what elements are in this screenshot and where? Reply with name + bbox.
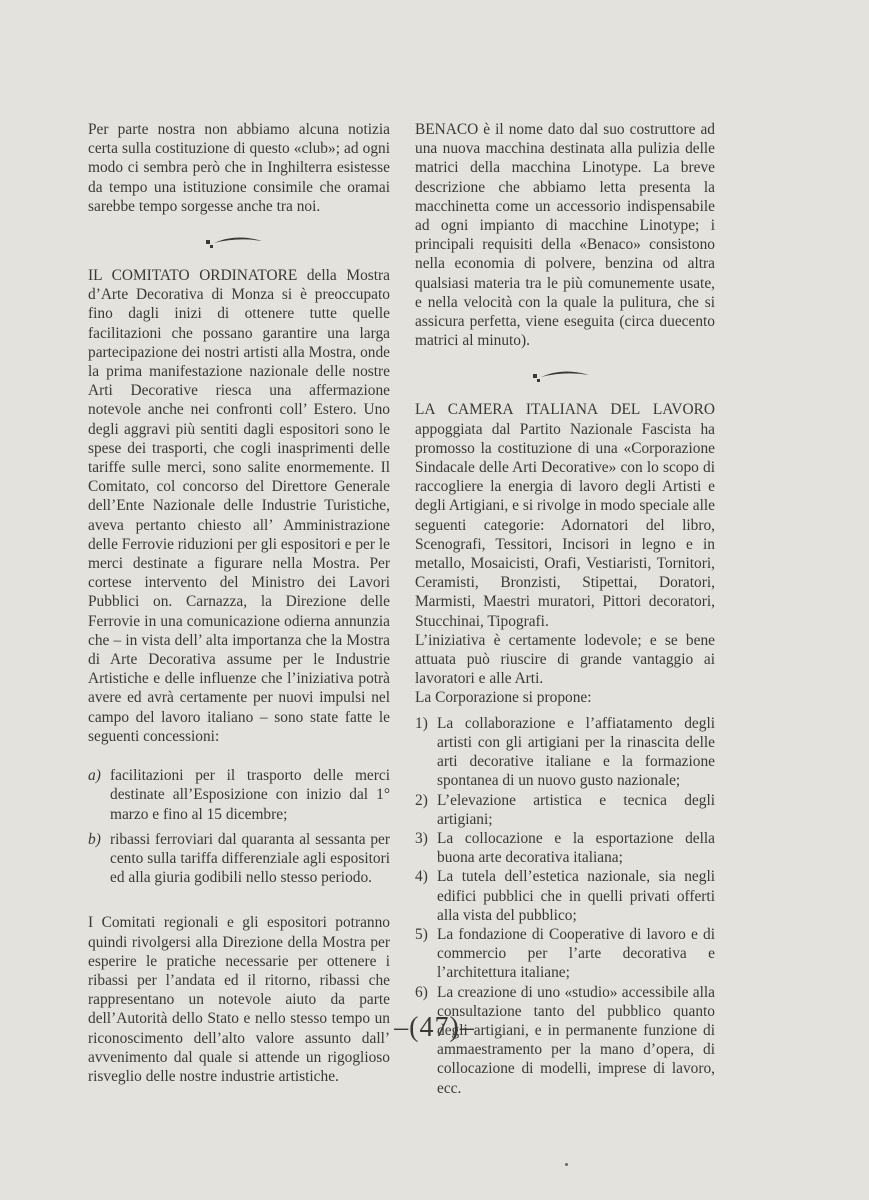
section-ornament-icon (88, 226, 390, 256)
list-item (415, 867, 715, 925)
list-marker: 6) (415, 983, 428, 1001)
comitato-ordinatore-paragraph: IL COMITATO ORDINATORE della Mostra d’Arte Decorativa di Monza si è preoccupato fino dagli inizi di ottenere tutte quelle facilitazioni che possano garantire una larga partecipazione dei nostri artisti alla Mostra, onde la prima manifestazione nazionale delle nostre Arti Decorative riesca una affermazione notevole anche nei confronti coll’ Estero. Uno degli aggravi più sentiti dagli espositori sono le spese dei trasporti, che cogli inasprimenti delle tariffe sulle merci, sono salite enormemente. Il Comitato, col concorso del Direttore Generale dell’Ente Nazionale delle Industrie Turistiche, aveva pertanto chiesto all’ Amministrazione delle Ferrovie riduzioni per gli espositori e per le merci destinate a figurare nella Mostra. Per cortese intervento del Ministro dei Lavori Pubblici on. Carnazza, la Direzione delle Ferrovie in una comunicazione odierna annunzia che – in vista dell’ alta importanza che la Mostra di Arte Decorativa assume per le Industrie Artistiche e delle influenze che l’iniziativa potrà avere ed avrà certamente per nuovi impulsi nel campo del lavoro italiano – sono state fatte le seguenti concessioni: (88, 267, 390, 745)
list-item (415, 714, 715, 791)
list-item-text: La tutela dell’estetica nazionale, sia negli edifici pubblici che in quelli privati offerti alla vista del pubblico; (437, 868, 715, 924)
list-marker: 4) (415, 868, 428, 886)
page-number: –(47)– (394, 1012, 475, 1043)
list-marker: 3) (415, 829, 428, 847)
list-item (88, 830, 390, 888)
list-marker: 1) (415, 714, 428, 732)
concessions-list (88, 766, 390, 887)
list-item (415, 791, 715, 829)
list-item-text: facilitazioni per il trasporto delle merci destinate all’Esposizione con inizio dal 1° marzo e fino al 15 dicembre; (110, 767, 390, 823)
list-item-text: La fondazione di Cooperative di lavoro e di commercio per l’arte decorativa e l’architettura italiane; (437, 925, 715, 982)
benaco-paragraph: BENACO è il nome dato dal suo costruttore ad una nuova macchina destinata alla pulizia delle matrici della macchina Linotype. La breve descrizione che abbiamo letta presenta la macchinetta come un accessorio indispensabile ad ogni impianto di macchine Linotype; i principali requisiti della «Benaco» consistono nella economia di polvere, benzina od altra qualsiasi materia tra le più comunemente usate, e nella velocità con la quale la pulitura, che si assicura perfetta, viene eseguita (circa duecento matrici al minuto). (415, 121, 715, 350)
list-item-text: La collaborazione e l’affiatamento degli artisti con gli artigiani per la rinascita delle arti decorative italiane e la formazione spontanea di un nuovo gusto nazionale; (437, 714, 715, 790)
right-column (415, 120, 715, 1098)
list-item-text: La collocazione e la esportazione della buona arte decorativa italiana; (437, 829, 715, 867)
comitati-regionali-paragraph: I Comitati regionali e gli espositori potranno quindi rivolgersi alla Direzione della Mostra per esperire le pratiche necessarie per ottenere i ribassi per l’andata ed il ritorno, ribassi che rappresentano un notevole aiuto da parte dell’Autorità dello Stato e nello stesso tempo un riconoscimento dell’alto valore assunto dall’ avvenimento dal quale si attende un rigoglioso risveglio delle nostre industrie artistiche. (88, 914, 390, 1085)
corporazione-intro: La Corporazione si propone: (415, 689, 592, 707)
list-item (415, 925, 715, 983)
list-marker: 5) (415, 925, 428, 943)
list-item-text: L’elevazione artistica e tecnica degli artigiani; (437, 791, 715, 828)
list-item-text: ribassi ferroviari dal quaranta al sessanta per cento sulla tariffa differenziale agli espositori ed alla giuria godibili nello stesso periodo. (110, 830, 390, 887)
paper-speck (565, 1163, 568, 1166)
left-column (88, 120, 390, 1086)
list-item (415, 829, 715, 867)
iniziativa-paragraph: L’iniziativa è certamente lodevole; e se bene attuata può riuscire di grande vantaggio ai lavoratori e alle Arti. (415, 631, 715, 688)
camera-italiana-paragraph: LA CAMERA ITALIANA DEL LAVORO appoggiata dal Partito Nazionale Fascista ha promosso la costituzione di una «Corporazione Sindacale delle Arti Decorative» con lo scopo di raccogliere la energia di lavoro degli Artisti e degli Artigiani, e si rivolge in modo speciale alle seguenti categorie: Adornatori del libro, Scenografi, Tessitori, Incisori in legno e in metallo, Mosaicisti, Orafi, Vestiaristi, Tornitori, Ceramisti, Bronzisti, Stipettai, Doratori, Marmisti, Maestri muratori, Pittori decoratori, Stucchinai, Tipografi. (415, 401, 715, 630)
club-paragraph: Per parte nostra non abbiamo alcuna notizia certa sulla costituzione di questo «club»; ad ogni modo ci sembra però che in Inghilterra esistesse da tempo una istituzione consimile che oramai sarebbe tempo sorgesse anche tra noi. (88, 121, 390, 215)
list-item (88, 766, 390, 824)
list-marker: 2) (415, 791, 428, 809)
list-marker: a) (88, 767, 101, 785)
list-item-text: La creazione di uno «studio» accessibile alla consultazione tanto del pubblico quanto degli artigiani, e in permanente funzione di ammaestramento per la mano d’opera, di collocazione di modelli, imprese di lavoro, ecc. (437, 983, 715, 1097)
list-marker: b) (88, 830, 101, 848)
section-ornament-icon (415, 360, 715, 390)
